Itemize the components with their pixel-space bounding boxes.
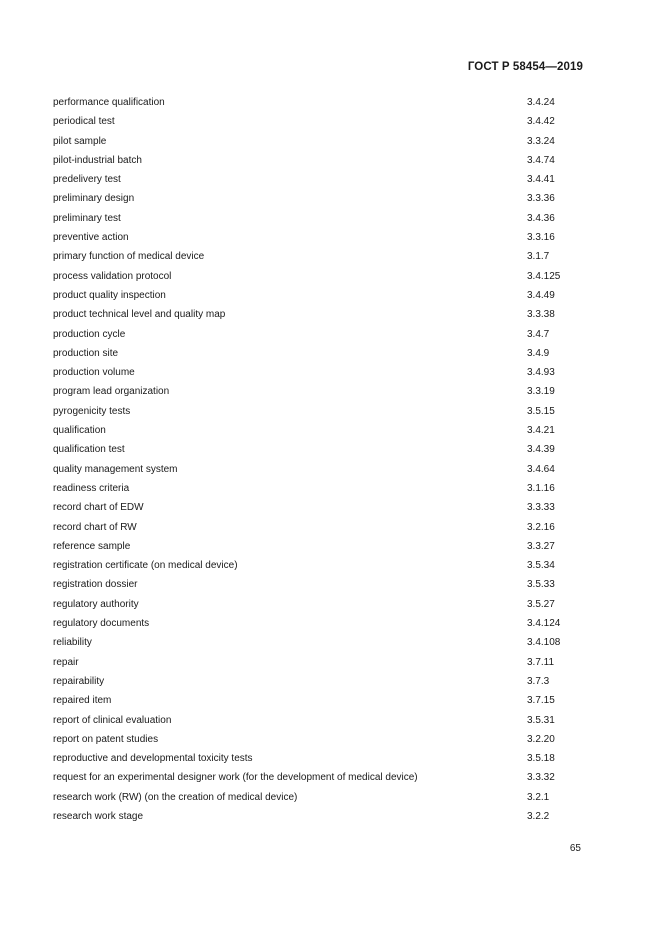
index-row [53, 135, 583, 154]
index-ref: 3.2.20 [527, 733, 555, 745]
index-ref: 3.3.24 [527, 135, 555, 147]
index-ref: 3.5.18 [527, 753, 555, 765]
index-row [53, 289, 583, 308]
index-term: quality management system [53, 463, 178, 475]
index-ref: 3.5.33 [527, 579, 555, 591]
index-ref: 3.4.93 [527, 367, 555, 379]
index-term: production site [53, 347, 119, 359]
index-ref: 3.4.39 [527, 444, 555, 456]
index-row [53, 694, 583, 713]
index-row [53, 733, 583, 752]
index-term: process validation protocol [53, 270, 172, 282]
index-row [53, 521, 583, 540]
index-ref: 3.2.16 [527, 521, 555, 533]
index-term: qualification [53, 425, 106, 437]
index-row [53, 617, 583, 636]
index-term: research work (RW) (on the creation of medical device) [53, 791, 298, 803]
index-ref: 3.4.64 [527, 463, 555, 475]
index-term: preliminary design [53, 193, 135, 205]
index-ref: 3.4.24 [527, 97, 555, 108]
index-ref: 3.3.16 [527, 232, 555, 244]
index-row [53, 347, 583, 366]
index-row [53, 675, 583, 694]
index-row [53, 385, 583, 404]
index-row [53, 559, 583, 578]
index-row [53, 482, 583, 501]
index-ref: 3.4.125 [527, 270, 561, 282]
index-term: research work stage [53, 810, 144, 822]
index-row [53, 791, 583, 810]
index-term: production volume [53, 367, 135, 379]
index-term: production cycle [53, 328, 126, 340]
index-row [53, 231, 583, 250]
index-ref: 3.4.7 [527, 328, 550, 340]
index-term: performance qualification [53, 97, 165, 108]
index-ref: 3.3.36 [527, 193, 555, 205]
index-term: program lead organization [53, 386, 170, 398]
index-term: pilot-industrial batch [53, 154, 142, 166]
index-term: qualification test [53, 444, 125, 456]
index-row [53, 366, 583, 385]
index-row [53, 192, 583, 211]
index-ref: 3.4.124 [527, 618, 561, 630]
index-term: pyrogenicity tests [53, 405, 131, 417]
index-row [53, 405, 583, 424]
index-ref: 3.7.15 [527, 695, 555, 707]
index-ref: 3.3.33 [527, 502, 555, 514]
index-row [53, 463, 583, 482]
index-term: report on patent studies [53, 733, 159, 745]
index-ref: 3.4.36 [527, 212, 555, 224]
index-ref: 3.2.2 [527, 810, 550, 822]
index-ref: 3.3.38 [527, 309, 555, 321]
index-ref: 3.1.7 [527, 251, 550, 263]
index-ref: 3.4.74 [527, 154, 555, 166]
index-term: request for an experimental designer work (for the development of medical device) [53, 772, 418, 784]
index-row [53, 328, 583, 347]
index-term: repaired item [53, 695, 112, 707]
index-term: repair [53, 656, 79, 668]
index-ref: 3.4.42 [527, 116, 555, 128]
index-ref: 3.3.19 [527, 386, 555, 398]
index-term: registration certificate (on medical device) [53, 560, 238, 572]
index-row [53, 656, 583, 675]
index-row [53, 598, 583, 617]
index-ref: 3.4.108 [527, 637, 561, 649]
index-term: readiness criteria [53, 482, 130, 494]
index-row [53, 443, 583, 462]
term-index-list [53, 96, 583, 829]
index-ref: 3.5.15 [527, 405, 555, 417]
index-ref: 3.7.3 [527, 675, 550, 687]
index-row [53, 714, 583, 733]
index-ref: 3.3.32 [527, 772, 555, 784]
index-row [53, 540, 583, 559]
index-row [53, 752, 583, 771]
index-row [53, 154, 583, 173]
index-ref: 3.2.1 [527, 791, 550, 803]
index-ref: 3.3.27 [527, 540, 555, 552]
index-ref: 3.4.41 [527, 174, 555, 186]
index-term: preventive action [53, 232, 129, 244]
index-row [53, 810, 583, 829]
index-row [53, 501, 583, 520]
index-term: primary function of medical device [53, 251, 205, 263]
index-ref: 3.5.34 [527, 560, 555, 572]
index-term: preliminary test [53, 212, 121, 224]
standard-code-header: ГОСТ Р 58454—2019 [467, 61, 583, 73]
index-row [53, 115, 583, 134]
page-number: 65 [569, 843, 581, 854]
index-row [53, 250, 583, 269]
index-row [53, 270, 583, 289]
index-term: periodical test [53, 116, 115, 128]
index-row [53, 636, 583, 655]
index-term: predelivery test [53, 174, 121, 186]
index-row [53, 212, 583, 231]
index-ref: 3.5.27 [527, 598, 555, 610]
index-term: report of clinical evaluation [53, 714, 172, 726]
index-term: registration dossier [53, 579, 138, 591]
index-ref: 3.4.21 [527, 425, 555, 437]
index-term: record chart of RW [53, 521, 137, 533]
index-row [53, 771, 583, 790]
index-row [53, 96, 583, 115]
index-ref: 3.1.16 [527, 482, 555, 494]
index-ref: 3.4.9 [527, 347, 550, 359]
index-term: regulatory documents [53, 618, 150, 630]
index-term: record chart of EDW [53, 502, 144, 514]
index-ref: 3.7.11 [527, 656, 555, 668]
index-row [53, 424, 583, 443]
index-row [53, 173, 583, 192]
index-row [53, 578, 583, 597]
index-term: reference sample [53, 540, 131, 552]
index-term: product quality inspection [53, 289, 166, 301]
index-term: product technical level and quality map [53, 309, 226, 321]
index-row [53, 308, 583, 327]
index-term: repairability [53, 675, 105, 687]
index-term: reproductive and developmental toxicity tests [53, 753, 253, 765]
index-term: reliability [53, 637, 92, 649]
index-ref: 3.4.49 [527, 289, 555, 301]
index-term: pilot sample [53, 135, 107, 147]
index-term: regulatory authority [53, 598, 139, 610]
index-ref: 3.5.31 [527, 714, 555, 726]
